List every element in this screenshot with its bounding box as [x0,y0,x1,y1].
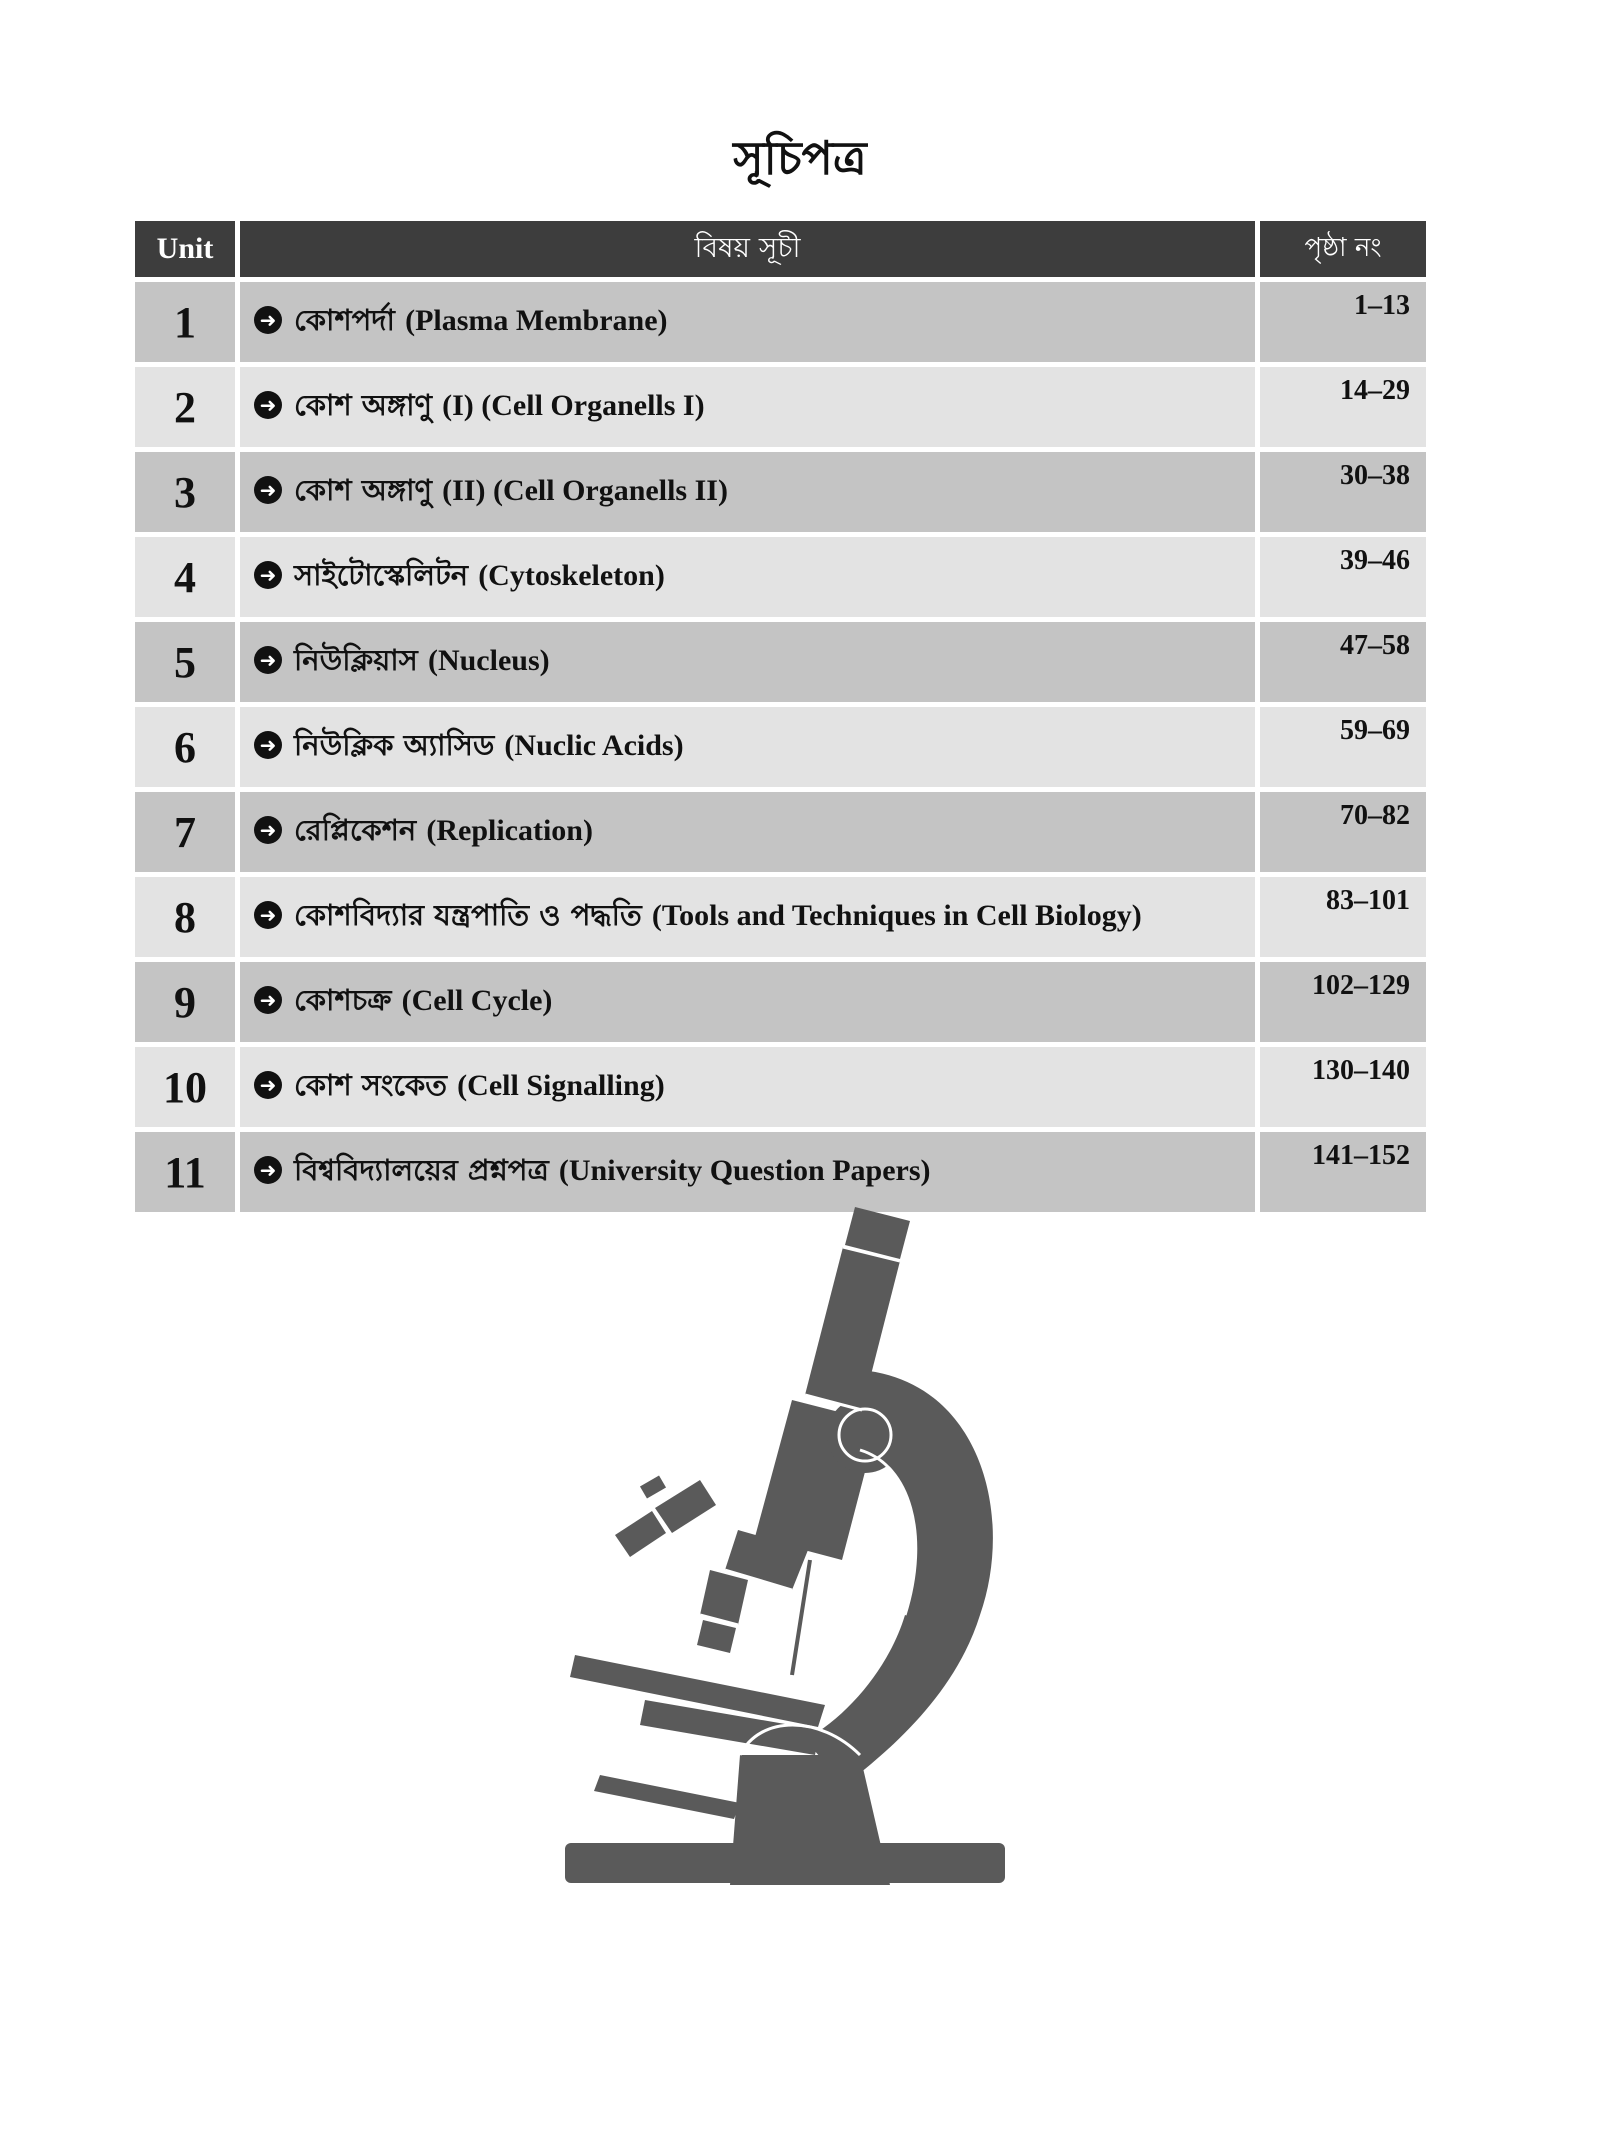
condenser-lever [594,1775,740,1819]
base [565,1843,1005,1883]
arrow-right-circle-icon: ➜ [254,391,282,419]
topic-english: (Nuclic Acids) [504,728,684,762]
contents-table [130,216,1431,1217]
arrow-right-circle-icon: ➜ [254,731,282,759]
unit-number: 3 [135,452,235,532]
page-range: 59–69 [1260,707,1426,787]
arrow-right-circle-icon: ➜ [254,646,282,674]
page-title: সূচিপত্র [733,131,867,185]
page-range: 83–101 [1260,877,1426,957]
page-range: 130–140 [1260,1047,1426,1127]
unit-number: 11 [135,1132,235,1212]
arrow-right-circle-icon: ➜ [254,561,282,589]
page-range: 102–129 [1260,962,1426,1042]
page-range: 141–152 [1260,1132,1426,1212]
topic-bengali: বিশ্ববিদ্যালয়ের প্রশ্নপত্র [294,1152,549,1187]
unit-number: 4 [135,537,235,617]
unit-number: 2 [135,367,235,447]
topic-english: (I) (Cell Organells I) [442,388,705,422]
topic-cell[interactable] [240,452,1255,532]
topic-bengali: কোশ সংকেত [294,1067,448,1102]
unit-number: 5 [135,622,235,702]
topic-english: (Replication) [426,813,593,847]
topic-english: (Cell Signalling) [457,1068,665,1102]
topic-cell[interactable] [240,367,1255,447]
topic-bengali: সাইটোস্কেলিটন [294,557,469,592]
arrow-right-circle-icon: ➜ [254,1071,282,1099]
topic-cell[interactable] [240,962,1255,1042]
topic-bengali: নিউক্লিয়াস [294,642,418,677]
table-row[interactable] [135,367,1426,447]
unit-number: 9 [135,962,235,1042]
unit-number: 7 [135,792,235,872]
page-range: 70–82 [1260,792,1426,872]
topic-cell[interactable] [240,877,1255,957]
unit-number: 8 [135,877,235,957]
table-header-row [135,221,1426,277]
topic-english: (Plasma Membrane) [405,303,668,337]
topic-english: (Cell Cycle) [401,983,553,1017]
arrow-right-circle-icon: ➜ [254,986,282,1014]
arrow-right-circle-icon: ➜ [254,901,282,929]
table-row[interactable] [135,282,1426,362]
page-range: 14–29 [1260,367,1426,447]
topic-cell[interactable] [240,792,1255,872]
page-range: 47–58 [1260,622,1426,702]
topic-english: (Tools and Techniques in Cell Biology) [651,898,1142,932]
topic-bengali: কোশ অঙ্গাণু [294,472,433,507]
arrow-right-circle-icon: ➜ [254,476,282,504]
unit-number: 10 [135,1047,235,1127]
header-unit: Unit [135,221,235,277]
topic-bengali: কোশপর্দা [294,302,395,337]
topic-english: (Cytoskeleton) [478,558,665,592]
objective-1-tip [615,1511,666,1557]
topic-english: (Nucleus) [427,643,550,677]
topic-cell[interactable] [240,282,1255,362]
objective-2-tip [697,1620,736,1653]
page-range: 1–13 [1260,282,1426,362]
topic-cell[interactable] [240,537,1255,617]
unit-number: 1 [135,282,235,362]
arrow-right-circle-icon: ➜ [254,1156,282,1184]
page-range: 39–46 [1260,537,1426,617]
unit-number: 6 [135,707,235,787]
table-row[interactable] [135,537,1426,617]
topic-cell[interactable] [240,1047,1255,1127]
topic-bengali: কোশচক্র [294,982,392,1017]
topic-english: (University Question Papers) [558,1153,931,1187]
table-row[interactable] [135,792,1426,872]
topic-bengali: রেপ্লিকেশন [294,812,417,847]
arrow-right-circle-icon: ➜ [254,816,282,844]
microscope-icon [560,1195,1010,1885]
table-row[interactable] [135,622,1426,702]
topic-bengali: কোশ অঙ্গাণু [294,387,433,422]
table-row[interactable] [135,452,1426,532]
topic-bengali: নিউক্লিক অ্যাসিড [294,727,495,762]
table-row[interactable] [135,707,1426,787]
topic-english: (II) (Cell Organells II) [442,473,728,507]
header-page: পৃষ্ঠা নং [1260,221,1426,277]
header-topic: বিষয় সূচী [240,221,1255,277]
table-row[interactable] [135,962,1426,1042]
table-row[interactable] [135,877,1426,957]
topic-bengali: কোশবিদ্যার যন্ত্রপাতি ও পদ্ধতি [294,897,642,932]
topic-cell[interactable] [240,622,1255,702]
table-row[interactable] [135,1047,1426,1127]
page-range: 30–38 [1260,452,1426,532]
arrow-right-circle-icon: ➜ [254,306,282,334]
topic-cell[interactable] [240,707,1255,787]
